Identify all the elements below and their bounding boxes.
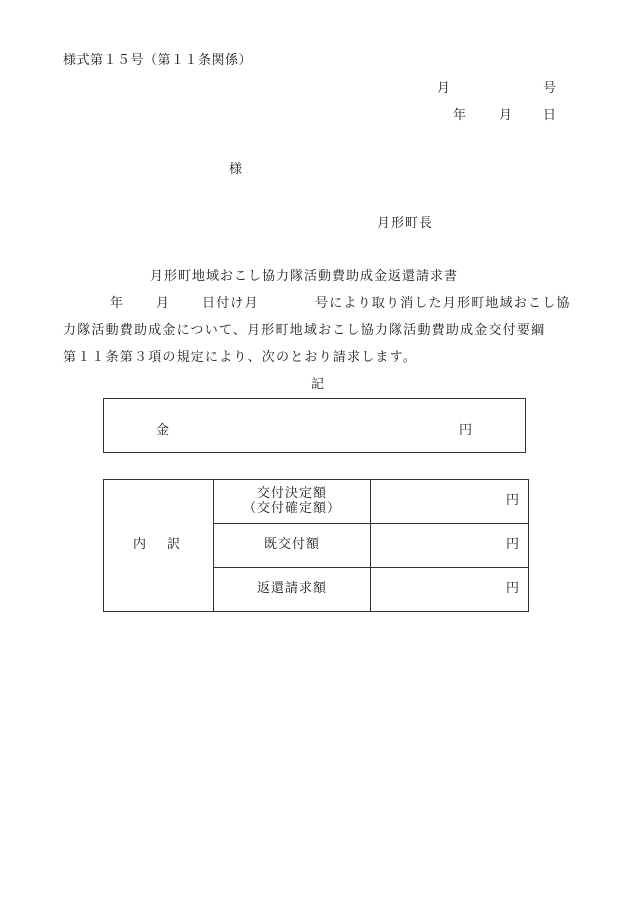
body-cancel-ref: 号により取り消した月形町地域おこし協	[315, 296, 571, 311]
date-year: 年	[453, 108, 467, 123]
body-year: 年	[110, 296, 125, 311]
breakdown-label: 内 訳	[104, 480, 214, 612]
value-decided-amount: 円	[371, 480, 529, 524]
amount-label: 金	[156, 423, 170, 438]
item-decided-label: 交付決定額	[256, 485, 327, 501]
body-line-3: 第１１条第３項の規定により、次のとおり請求します。	[63, 350, 417, 365]
amount-box	[103, 398, 526, 453]
item-decided-amount	[214, 480, 371, 524]
form-number: 様式第１５号（第１１条関係）	[63, 53, 253, 68]
doc-number-suffix: 号	[543, 81, 557, 96]
body-month: 月	[156, 296, 171, 311]
body-date-ref: 日付け月	[202, 296, 259, 311]
doc-number-month: 月	[437, 81, 451, 96]
table-row	[104, 480, 529, 524]
value-already-paid: 円	[371, 524, 529, 568]
note-heading: 記	[311, 377, 325, 392]
body-line-2: 力隊活動費助成金について、月形町地域おこし協力隊活動費助成金交付要綱	[63, 323, 546, 338]
item-confirmed-label: （交付確定額）	[242, 500, 341, 516]
amount-unit: 円	[459, 423, 473, 438]
date-month: 月	[499, 108, 513, 123]
document-title: 月形町地域おこし協力隊活動費助成金返還請求書	[150, 269, 459, 284]
item-already-paid: 既交付額	[214, 524, 371, 568]
date-day: 日	[543, 108, 557, 123]
item-refund-claim: 返還請求額	[214, 568, 371, 612]
addressee-honorific: 様	[229, 162, 243, 177]
sender-name: 月形町長	[377, 216, 434, 231]
value-refund-claim: 円	[371, 568, 529, 612]
breakdown-table	[103, 479, 529, 612]
